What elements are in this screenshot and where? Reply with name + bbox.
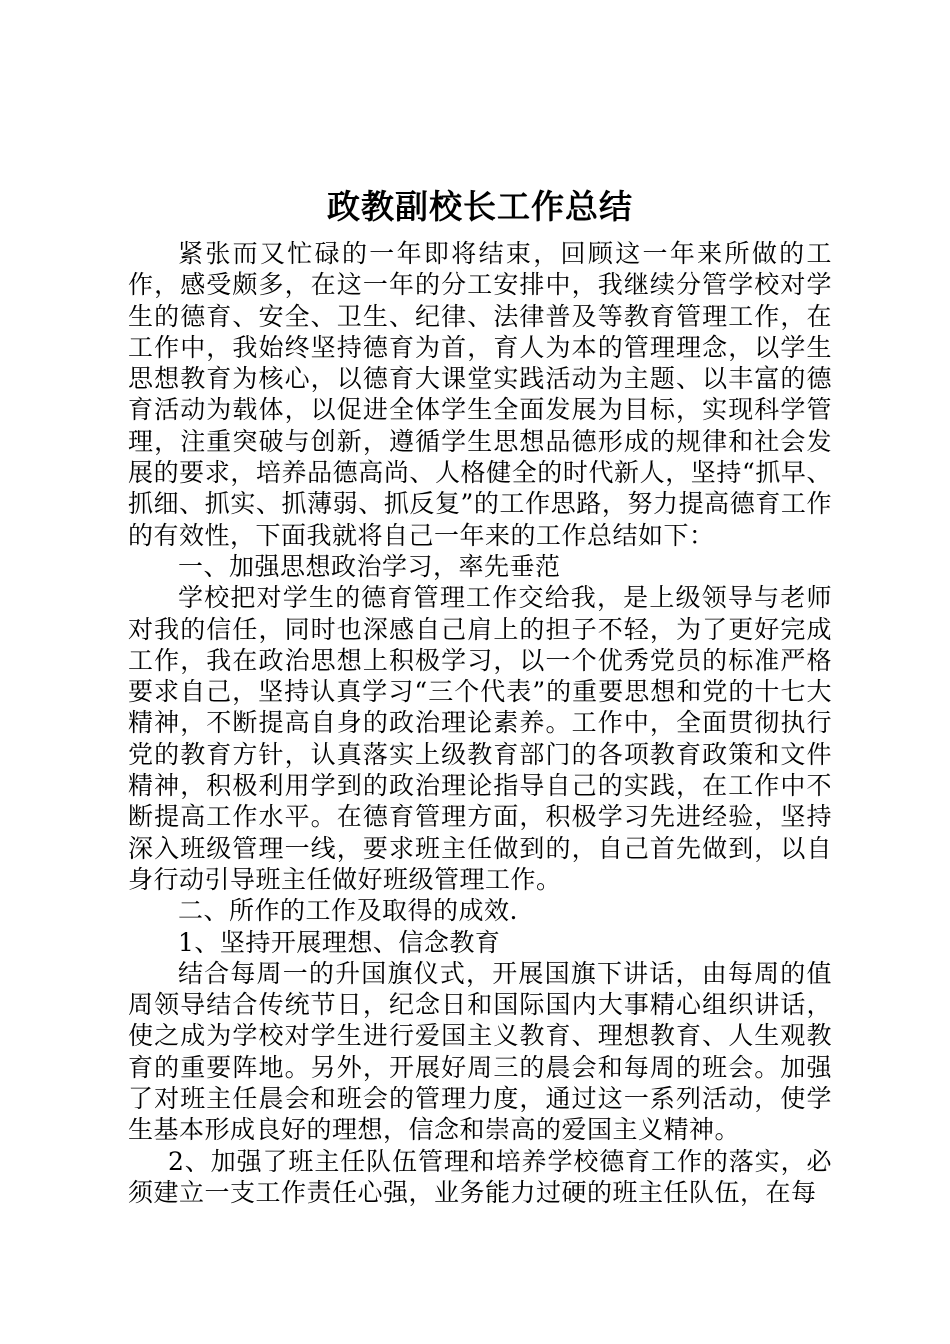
section-heading-2: 二、所作的工作及取得的成效.	[178, 896, 518, 926]
paragraph-subsection-2: 2、加强了班主任队伍管理和培养学校德育工作的落实，必须建立一支工作责任心强，业务能力过硬的班主任队伍，在每	[128, 1146, 832, 1207]
section-heading-1: 一、加强思想政治学习，率先垂范	[178, 551, 561, 581]
paragraph-subsection-1: 结合每周一的升国旗仪式，开展国旗下讲话，由每周的值周领导结合传统节日，纪念日和国际国内大事精心组织讲话，使之成为学校对学生进行爱国主义教育、理想教育、人生观教育的重要阵地。另外，开展好周三的晨会和每周的班会。加强了对班主任晨会和班会的管理力度，通过这一系列活动，使学生基本形成良好的理想，信念和崇高的爱国主义精神。	[128, 958, 832, 1145]
subheading-1: 1、坚持开展理想、信念教育	[178, 927, 501, 957]
document-page	[128, 182, 832, 1208]
paragraph-section-1: 学校把对学生的德育管理工作交给我，是上级领导与老师对我的信任，同时也深感自己肩上的担子不轻，为了更好完成工作，我在政治思想上积极学习，以一个优秀党员的标准严格要求自己，坚持认真学习“三个代表”的重要思想和党的十七大精神，不断提高自身的政治理论素养。工作中，全面贯彻执行党的教育方针，认真落实上级教育部门的各项教育政策和文件精神，积极利用学到的政治理论指导自己的实践，在工作中不断提高工作水平。在德育管理方面，积极学习先进经验，坚持深入班级管理一线，要求班主任做到的，自己首先做到，以自身行动引导班主任做好班级管理工作。	[128, 583, 832, 894]
paragraph-intro: 紧张而又忙碌的一年即将结束，回顾这一年来所做的工作，感受颇多，在这一年的分工安排中，我继续分管学校对学生的德育、安全、卫生、纪律、法律普及等教育管理工作，在工作中，我始终坚持德育为首，育人为本的管理理念，以学生思想教育为核心，以德育大课堂实践活动为主题、以丰富的德育活动为载体，以促进全体学生全面发展为目标，实现科学管理，注重突破与创新，遵循学生思想品德形成的规律和社会发展的要求，培养品德高尚、人格健全的时代新人，坚持“抓早、抓细、抓实、抓薄弱、抓反复”的工作思路，努力提高德育工作的有效性，下面我就将自己一年来的工作总结如下：	[128, 239, 832, 550]
document-title: 政教副校长工作总结	[327, 187, 633, 226]
